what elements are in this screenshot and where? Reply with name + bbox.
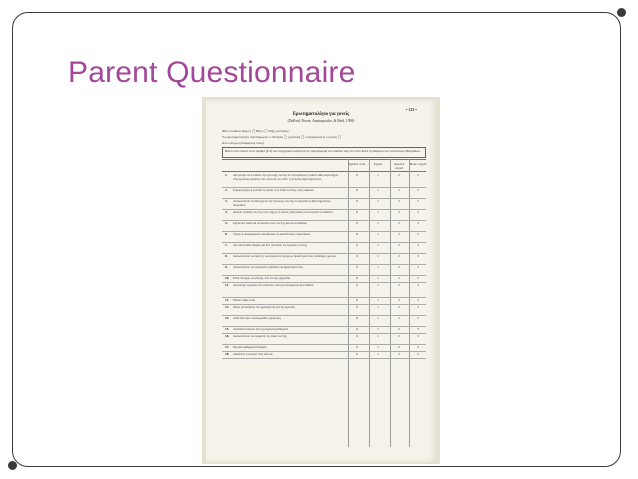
question-number: 7. [225,242,228,247]
score-option: 3 [417,198,419,203]
score-option: 0 [356,326,358,331]
score-option: 2 [398,297,400,302]
score-option: 3 [417,172,419,177]
score-option: 0 [356,209,358,214]
score-option: 3 [417,242,419,247]
score-option: 0 [356,198,358,203]
score-option: 3 [417,304,419,309]
score-option: 1 [377,304,379,309]
question-text: Δεν ακολουθεί οδηγίες και δεν τελειώνει τις εργασίες του/της [233,242,308,247]
question-number: 15. [225,326,230,331]
score-option: 1 [377,326,379,331]
question-number: 2. [225,187,228,192]
score-option: 3 [417,264,419,269]
score-option: 3 [417,282,419,287]
slide-title: Parent Questionnaire [68,56,356,89]
score-option: 0 [356,333,358,338]
column-header: Συχνά [373,162,383,166]
score-option: 2 [398,198,400,203]
score-option: 1 [377,172,379,177]
question-number: 1. [225,172,228,177]
score-option: 1 [377,231,379,236]
score-option: 1 [377,275,379,280]
score-option: 2 [398,333,400,338]
question-number: 11. [225,282,230,287]
question-number: 4. [225,209,228,214]
question-text: Ξεχνάει καθημερινά θέματα [233,344,267,349]
score-option: 0 [356,264,358,269]
field-other-person: Άλλο άτομο (αναφέρατε ποιο): [222,141,265,145]
question-text: Αποφεύγει εργασίες που απαιτούν συνεχή πνευματική προσπάθεια [233,282,314,287]
score-option: 1 [377,351,379,356]
score-option: 1 [377,344,379,349]
question-text: Μιλάει πάρα πολύ [233,297,256,302]
score-option: 0 [356,172,358,177]
score-option: 2 [398,326,400,331]
score-option: 3 [417,351,419,356]
question-text: Είναι συνεχώς σε κίνηση, σαν να έχει μηχανάκι [233,275,291,280]
question-text: Διασπάται εύκολα από εξωτερικά ερεθίσματα [233,326,289,331]
page-number: • 123 • [406,107,417,112]
question-number: 18. [225,351,230,356]
score-option: 2 [398,344,400,349]
score-option: 0 [356,187,358,192]
question-text: Δεν μπορεί να εστιάσει την προσοχή του/της σε λεπτομέρειες ή κάνει λάθη απροσεξίας στις σχολικές εργασίες που γίνονται στο σπίτι ή σε άλλες δραστηριότητες [233,172,339,181]
score-option: 3 [417,315,419,320]
question-text: Στριφογυρίζει ή κουνάει τα χέρια ή τα πόδια του/της στην καρέκλα [233,187,314,192]
score-option: 0 [356,282,358,287]
question-row [222,172,426,188]
score-option: 2 [398,231,400,236]
question-text: Διακόπτει ή ενοχλεί τους άλλους [233,351,273,356]
score-option: 3 [417,187,419,192]
score-option: 3 [417,344,419,349]
instructions-box: Βάλτε έναν κύκλο στον αριθμό (0-3) που περιγράφει καλύτερα τη συμπεριφορά του παιδιού σας στο σπίτι κατά τη διάρκεια των τελευταίων εβδομάδων. [222,147,426,158]
score-option: 0 [356,253,358,258]
score-option: 3 [417,231,419,236]
question-number: 14. [225,315,230,320]
question-text: Δυσκολεύεται να παίζει ή να ασχολείται ήσυχα με δραστηριότητες ελεύθερου χρόνου [233,253,337,258]
questionnaire-page [206,100,436,462]
score-option: 3 [417,253,419,258]
score-option: 2 [398,220,400,225]
score-option: 1 [377,253,379,258]
column-header: Αρκετά συχνά [393,162,405,170]
question-number: 8. [225,253,228,258]
question-number: 10. [225,275,230,280]
score-option: 2 [398,275,400,280]
score-option: 2 [398,187,400,192]
questionnaire-citation: (DuPaul, Power, Anastopoulos, & Reid, 1998) [287,119,355,123]
score-option: 3 [417,275,419,280]
column-header: Πολύ συχνά [409,162,427,166]
score-option: 1 [377,264,379,269]
score-option: 1 [377,242,379,247]
score-option: 2 [398,304,400,309]
question-number: 5. [225,220,228,225]
score-option: 2 [398,242,400,247]
score-option: 0 [356,242,358,247]
question-text: Συχνά δεν φαίνεται να ακούει όταν του/της μιλούν απευθείας [233,220,307,225]
score-option: 0 [356,351,358,356]
score-option: 3 [417,326,419,331]
score-option: 0 [356,220,358,225]
score-option: 2 [398,253,400,258]
score-option: 2 [398,315,400,320]
score-option: 0 [356,315,358,320]
question-number: 9. [225,264,228,269]
question-text: Δυσκολεύεται να οργανώσει εργασίες και δραστηριότητες [233,264,304,269]
score-option: 2 [398,172,400,177]
question-number: 12. [225,297,230,302]
score-option: 0 [356,275,358,280]
field-child-sex: Φύλο παιδιού: Άρρεν ▢ Θήλυ ▢ Τάξη φοίτησης: [222,129,290,133]
score-option: 0 [356,304,358,309]
table-rule [222,159,426,160]
question-number: 3. [225,198,228,203]
score-option: 1 [377,220,379,225]
question-text: Αφήνει τη θέση του/της στην τάξη ή σε άλλες περιστάσεις όπου πρέπει να κάθεται [233,209,333,214]
score-option: 0 [356,231,358,236]
score-option: 1 [377,297,379,302]
score-option: 2 [398,282,400,287]
question-number: 13. [225,304,230,309]
question-text: Δυσκολεύεται να περιμένει τη σειρά του/της [233,333,287,338]
question-text: Απαντάει πριν ολοκληρωθεί η ερώτηση [233,315,281,320]
column-header: Σχεδόν ποτέ [348,162,366,166]
score-option: 1 [377,333,379,338]
score-option: 3 [417,220,419,225]
questionnaire-title: Ερωτηματολόγιο για γονείς [292,112,350,117]
score-option: 2 [398,209,400,214]
score-option: 0 [356,297,358,302]
score-option: 3 [417,333,419,338]
field-respondent: Το ερωτηματολόγιο συμπλήρωσε: ο πατέρας ▢ η μητέρα ▢ ο κηδεμόνας ή ο γονιός ▢ [222,135,342,139]
score-option: 3 [417,209,419,214]
corner-dot [8,461,17,470]
score-option: 1 [377,282,379,287]
question-number: 17. [225,344,230,349]
score-option: 1 [377,209,379,214]
score-option: 1 [377,315,379,320]
question-text: Τρέχει ή σκαρφαλώνει υπερβολικά σε ακατάλληλες περιστάσεις [233,231,311,236]
corner-dot [617,8,626,17]
question-text: Δυσκολεύεται να διατηρήσει την προσοχή του/της σε εργασίες ή δραστηριότητες παιχνιδιού [233,198,331,207]
question-text: Χάνει αντικείμενα που χρειάζονται για τις εργασίες [233,304,295,309]
score-option: 0 [356,344,358,349]
score-option: 2 [398,351,400,356]
score-option: 2 [398,264,400,269]
question-number: 16. [225,333,230,338]
question-number: 6. [225,231,228,236]
question-row [222,282,426,298]
score-option: 1 [377,198,379,203]
questionnaire-scan-image [202,97,440,464]
score-option: 1 [377,187,379,192]
question-row [222,351,426,359]
score-option: 3 [417,297,419,302]
